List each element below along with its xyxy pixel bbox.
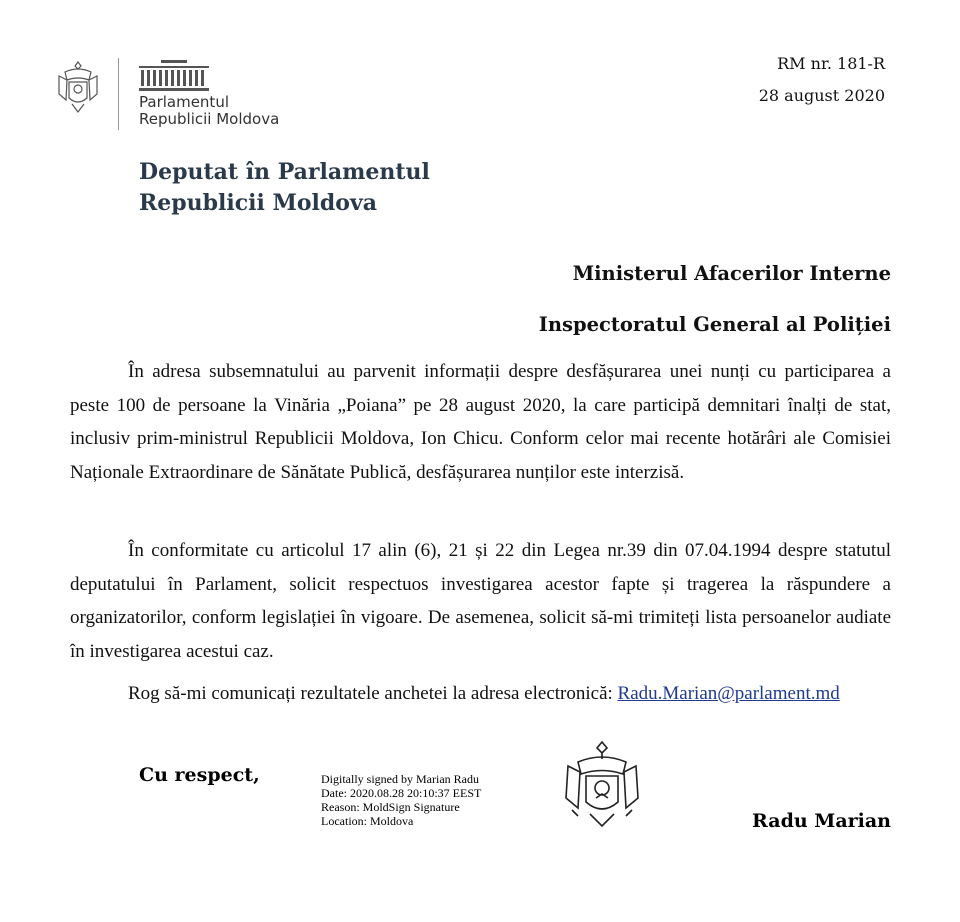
parliament-name-line1: Parlamentul <box>139 93 229 111</box>
sender-title <box>139 157 430 219</box>
body-paragraph-3 <box>70 677 891 711</box>
contact-request-text: Rog să-mi comunicați rezultatele anchetei la adresa electronică: <box>128 683 618 704</box>
signature-line3: Reason: MoldSign Signature <box>321 800 460 814</box>
sender-line1: Deputat în Parlamentul <box>139 159 430 185</box>
sender-line2: Republicii Moldova <box>139 190 378 216</box>
parliament-name <box>139 94 309 128</box>
parliament-logo <box>55 58 315 138</box>
logo-divider <box>118 58 119 130</box>
email-link[interactable]: Radu.Marian@parlament.md <box>617 683 840 704</box>
digital-signature-block <box>321 772 481 828</box>
recipient-line1: Ministerul Afacerilor Interne <box>572 262 891 285</box>
document-reference <box>759 48 885 112</box>
parliament-building-icon <box>139 60 209 92</box>
signature-line2: Date: 2020.08.28 20:10:37 EEST <box>321 786 482 800</box>
body-paragraph-1: În adresa subsemnatului au parvenit informații despre desfășurarea unei nunți cu participarea a peste 100 de persoane la Vinăria „Poiana” pe 28 august 2020, la care participă demnitari înalți de stat, inclusiv prim-ministrul Republicii Moldova, Ion Chicu. Conform celor mai recente hotărâri ale Comisiei Naționale Extraordinare de Sănătate Publică, desfășurarea nunților este interzisă. <box>70 361 891 483</box>
document-date: 28 august 2020 <box>758 86 885 105</box>
recipient-line2: Inspectoratul General al Poliției <box>538 313 891 336</box>
reference-number: RM nr. 181-R <box>777 54 885 73</box>
body-paragraph-2: În conformitate cu articolul 17 alin (6), 21 și 22 din Legea nr.39 din 07.04.1994 despre statutul deputatului în Parlament, solicit respectuos investigarea acestor fapte și tragerea la răspundere a organizatorilor, conform legislației în vigoare. De asemenea, solicit să-mi trimiteți lista persoanelor audiate în investigarea acestui caz. <box>70 540 891 662</box>
moldova-coat-of-arms-icon <box>55 58 101 116</box>
parliament-name-line2: Republicii Moldova <box>139 110 280 128</box>
signature-coat-of-arms-icon <box>562 738 642 830</box>
closing-regards: Cu respect, <box>139 764 260 786</box>
signer-name: Radu Marian <box>752 810 891 832</box>
signature-line4: Location: Moldova <box>321 814 414 828</box>
signature-line1: Digitally signed by Marian Radu <box>321 772 479 786</box>
